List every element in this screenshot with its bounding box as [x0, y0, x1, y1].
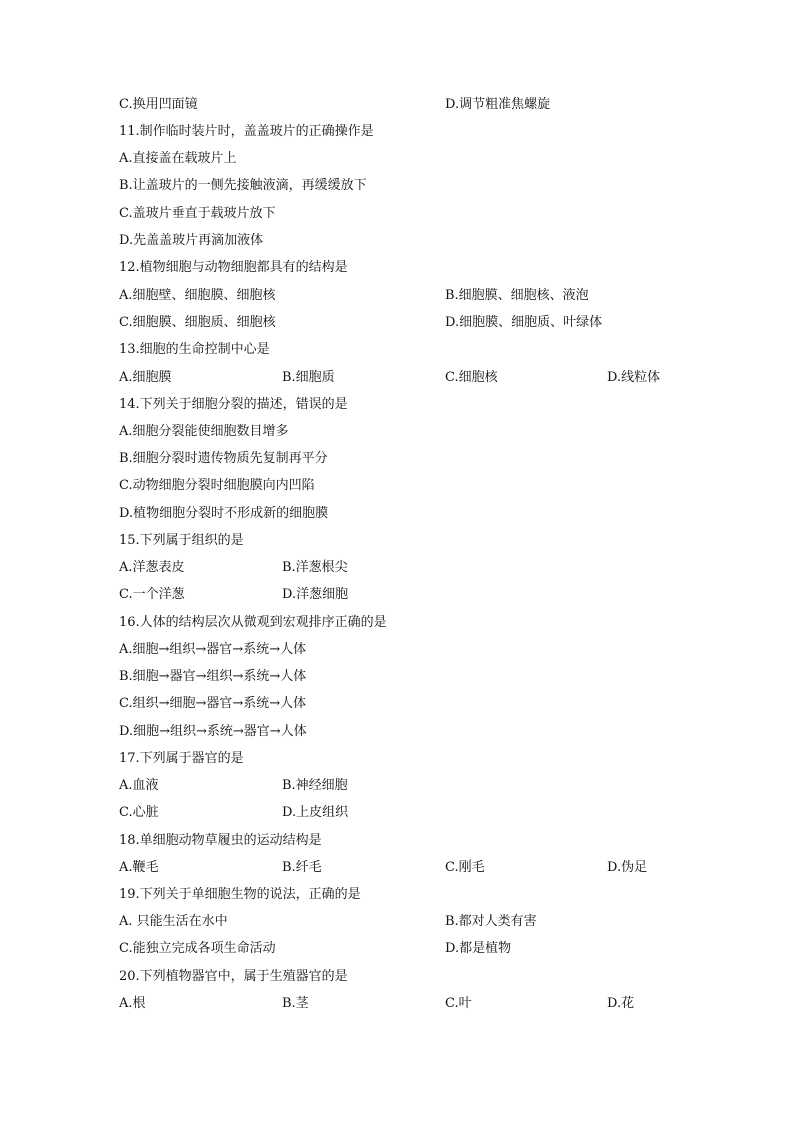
- q12-options-row-2: [119, 312, 734, 334]
- q15-option-a: A.洋葱表皮: [119, 560, 185, 575]
- q19-option-d: D.都是植物: [445, 941, 512, 956]
- q12-option-d: D.细胞膜、细胞质、叶绿体: [445, 315, 603, 330]
- q14-option-a: A.细胞分裂能使细胞数目增多: [119, 424, 289, 439]
- q18-option-b: B.纤毛: [282, 860, 322, 875]
- q13-stem: 13.细胞的生命控制中心是: [119, 342, 270, 357]
- q14-option-d: D.植物细胞分裂时不形成新的细胞膜: [119, 506, 329, 521]
- q11-stem: 11.制作临时装片时，盖盖玻片的正确操作是: [119, 124, 374, 139]
- q19-options-row-1: [119, 911, 734, 933]
- q17-stem: 17.下列属于器官的是: [119, 751, 244, 766]
- q15-stem: 15.下列属于组织的是: [119, 533, 244, 548]
- q20-option-d: D.花: [607, 996, 635, 1011]
- q16-option-b: B.细胞→器官→组织→系统→人体: [119, 669, 307, 684]
- q19-options-row-2: [119, 938, 734, 960]
- q18-option-a: A.鞭毛: [119, 860, 159, 875]
- q17-option-c: C.心脏: [119, 805, 159, 820]
- q10-option-c: C.换用凹面镜: [119, 97, 198, 112]
- q17-options-row-1: [119, 775, 734, 797]
- q16-option-a: A.细胞→组织→器官→系统→人体: [119, 642, 307, 657]
- q10-options-row: [119, 94, 734, 116]
- q16-option-c: C.组织→细胞→器官→系统→人体: [119, 696, 307, 711]
- q11-option-a: A.直接盖在载玻片上: [119, 151, 237, 166]
- q13-option-b: B.细胞质: [282, 370, 335, 385]
- q12-stem: 12.植物细胞与动物细胞都具有的结构是: [119, 260, 348, 275]
- q17-option-a: A.血液: [119, 778, 159, 793]
- q17-option-b: B.神经细胞: [282, 778, 348, 793]
- q14-option-b: B.细胞分裂时遗传物质先复制再平分: [119, 451, 328, 466]
- q18-option-d: D.伪足: [607, 860, 648, 875]
- q15-options-row-2: [119, 584, 734, 606]
- q20-option-a: A.根: [119, 996, 146, 1011]
- q15-option-c: C.一个洋葱: [119, 587, 185, 602]
- q14-option-c: C.动物细胞分裂时细胞膜向内凹陷: [119, 478, 315, 493]
- q20-option-c: C.叶: [445, 996, 472, 1011]
- q13-option-c: C.细胞核: [445, 370, 498, 385]
- q11-option-d: D.先盖盖玻片再滴加液体: [119, 233, 264, 248]
- q20-options-row: [119, 993, 734, 1015]
- q18-option-c: C.刚毛: [445, 860, 485, 875]
- q12-option-a: A.细胞壁、细胞膜、细胞核: [119, 288, 276, 303]
- q19-option-b: B.都对人类有害: [445, 914, 537, 929]
- q13-option-d: D.线粒体: [607, 370, 661, 385]
- q11-option-b: B.让盖玻片的一侧先接触液滴，再缓缓放下: [119, 178, 367, 193]
- q10-option-d: D.调节粗准焦螺旋: [445, 97, 551, 112]
- q13-option-a: A.细胞膜: [119, 370, 172, 385]
- q19-stem: 19.下列关于单细胞生物的说法，正确的是: [119, 887, 361, 902]
- q16-stem: 16.人体的结构层次从微观到宏观排序正确的是: [119, 615, 387, 630]
- q15-option-d: D.洋葱细胞: [282, 587, 349, 602]
- q17-option-d: D.上皮组织: [282, 805, 349, 820]
- q17-options-row-2: [119, 802, 734, 824]
- q20-option-b: B.茎: [282, 996, 309, 1011]
- q15-option-b: B.洋葱根尖: [282, 560, 348, 575]
- q18-options-row: [119, 857, 734, 879]
- q14-stem: 14.下列关于细胞分裂的描述，错误的是: [119, 397, 348, 412]
- q18-stem: 18.单细胞动物草履虫的运动结构是: [119, 833, 322, 848]
- q12-options-row-1: [119, 285, 734, 307]
- q20-stem: 20.下列植物器官中，属于生殖器官的是: [119, 969, 348, 984]
- q15-options-row-1: [119, 557, 734, 579]
- q12-option-c: C.细胞膜、细胞质、细胞核: [119, 315, 276, 330]
- q12-option-b: B.细胞膜、细胞核、液泡: [445, 288, 589, 303]
- q11-option-c: C.盖玻片垂直于载玻片放下: [119, 206, 276, 221]
- q16-option-d: D.细胞→组织→系统→器官→人体: [119, 724, 307, 739]
- q19-option-a: A. 只能生活在水中: [119, 914, 228, 929]
- q13-options-row: [119, 367, 734, 389]
- q19-option-c: C.能独立完成各项生命活动: [119, 941, 276, 956]
